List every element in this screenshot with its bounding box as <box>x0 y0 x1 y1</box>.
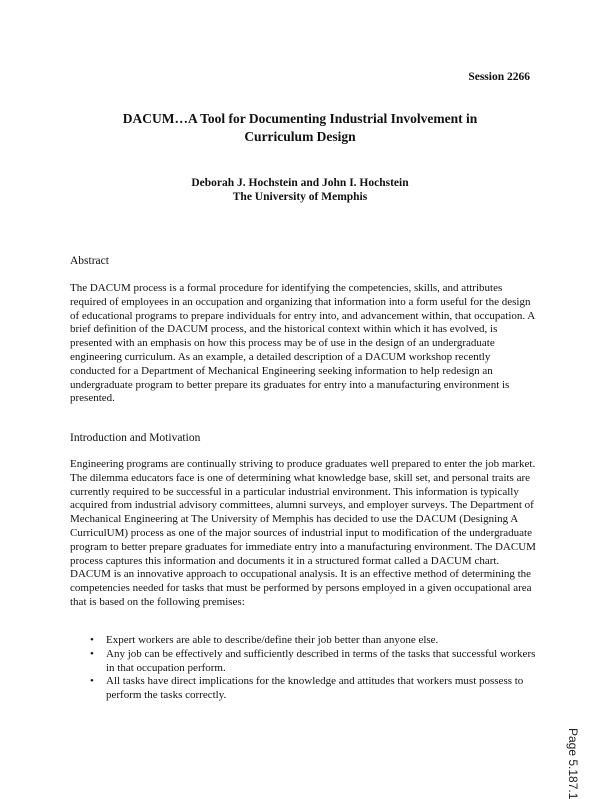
list-item-text: Any job can be effectively and sufficiently described in terms of the tasks that successful workers in that occupation perform. <box>106 647 536 674</box>
premises-list <box>90 634 540 703</box>
list-item <box>90 634 540 648</box>
list-item-text: Expert workers are able to describe/define their job better than anyone else. <box>106 634 439 646</box>
list-item-text: All tasks have direct implications for the knowledge and attitudes that workers must possess to perform the tasks correctly. <box>106 675 524 702</box>
page-number: Page 5.187.1 <box>566 728 580 799</box>
abstract-heading: Abstract <box>70 255 109 267</box>
session-label: Session 2266 <box>468 71 530 83</box>
bullet-icon: • <box>90 634 94 646</box>
list-item <box>90 648 540 676</box>
introduction-heading: Introduction and Motivation <box>70 432 201 444</box>
bullet-icon: • <box>90 675 94 688</box>
abstract-text: The DACUM process is a formal procedure for identifying the competencies, skills, and attributes required of employees in an occupation and organizing that information into a form useful for the design of educational programs to prepare individuals for entry into, and advancement within, that occupation. A brief definition of the DACUM process, and the historical context within which it has evolved, is presented with an emphasis on how this process may be of use in the design of an undergraduate engineering curriculum. As an example, a detailed description of a DACUM workshop recently conducted for a Department of Mechanical Engineering seeking information to help redesign an undergraduate program to better prepare its graduates for entry into a manufacturing environment is presented. <box>70 282 535 405</box>
author-affiliation: The University of Memphis <box>232 191 368 203</box>
bullet-icon: • <box>90 647 94 660</box>
title-line-2: Curriculum Design <box>244 129 356 144</box>
author-block <box>70 176 530 204</box>
introduction-text: Engineering programs are continually striving to produce graduates well prepared to enter the job market. The dilemma educators face is one of determining what knowledge base, skill set, and personal traits are currently required to be successful in a particular industrial environment. This information is typically acquired from industrial advisory committees, alumni surveys, and employer surveys. The Department of Mechanical Engineering at The University of Memphis has decided to use the DACUM (Designing A CurriculUM) process as one of the major sources of industrial input to modification of the undergraduate program to better prepare graduates for immediate entry into a manufacturing environment. The DACUM process captures this information and documents it in a structured format called a DACUM chart. DACUM is an innovative approach to occupational analysis. It is an effective method of determining the competencies needed for tasks that must be performed by persons employed in a given occupational area that is based on the following premises: <box>70 458 536 608</box>
paper-title <box>70 110 530 146</box>
title-line-1: DACUM…A Tool for Documenting Industrial Involvement in <box>122 111 478 126</box>
list-item <box>90 675 540 703</box>
author-names: Deborah J. Hochstein and John I. Hochstein <box>191 177 409 189</box>
